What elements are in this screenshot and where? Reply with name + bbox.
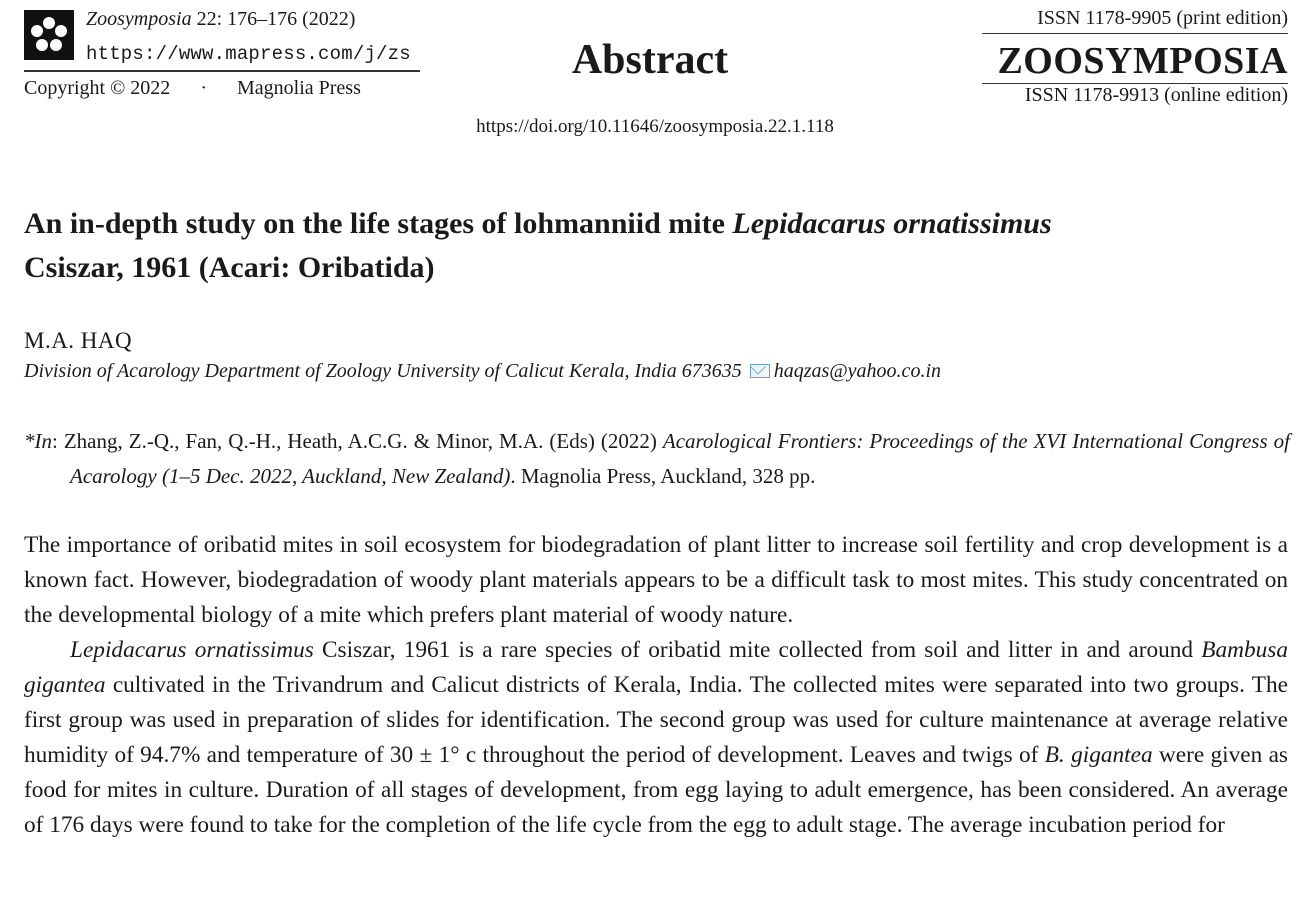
title-text: An in-depth study on the life stages of lohmanniid mite <box>24 207 725 240</box>
citation-block <box>24 424 1290 494</box>
doi-link[interactable]: https://doi.org/10.11646/zoosymposia.22.1.118 <box>476 116 834 137</box>
journal-name: Zoosymposia <box>86 8 192 30</box>
citation-editors: : Zhang, Z.-Q., Fan, Q.-H., Heath, A.C.G. & Minor, M.A. (Eds) (2022) <box>52 429 663 453</box>
paragraph-text: Csiszar, 1961 is a rare species of oribatid mite collected from soil and litter in and around <box>313 637 1202 663</box>
paragraph-text: were given as food for mites in culture. Duration of all stages of development, from egg laying to adult emergence, has been considered. An average of 176 days were found to take for the completion of the life cycle from the egg to adult stage. The average incubation period for <box>24 742 1288 838</box>
issn-online: ISSN 1178-9913 (online edition) <box>1024 84 1288 106</box>
journal-url-link[interactable]: https://www.mapress.com/j/zs <box>86 43 411 65</box>
citation-book-title: Acarological Frontiers: Proceedings of the XVI International Congress of Acarology (1–5 Dec. 2022, Auckland, New Zealand) <box>70 429 1291 488</box>
journal-citation <box>86 8 355 31</box>
paragraph-text: cultivated in the Trivandrum and Calicut districts of Kerala, India. The collected mites were separated into two groups. The first group was used in preparation of slides for identification. The second group was used for culture maintenance at average relative humidity of 94.7% and temperature of 30 ± 1° c throughout the period of development. Leaves and twigs of <box>24 672 1288 768</box>
author-affiliation <box>24 360 941 383</box>
taxon-name: B. gigantea <box>1044 742 1153 768</box>
author-email-link[interactable]: haqzas@yahoo.co.in <box>773 360 941 382</box>
volume-pages: 22: 176–176 (2022) <box>196 8 356 30</box>
flower-logo-icon <box>24 10 74 60</box>
journal-brand: ZOOSYMPOSIA <box>997 40 1288 82</box>
copyright-text: Copyright © 2022 <box>24 77 171 99</box>
article-title <box>24 202 1290 290</box>
title-taxon: Lepidacarus ornatissimus <box>732 207 1052 240</box>
envelope-icon <box>750 364 770 378</box>
affiliation-text: Division of Acarology Department of Zoology University of Calicut Kerala, India 673635 <box>24 360 742 382</box>
copyright-line <box>24 77 361 100</box>
author-name: M.A. HAQ <box>24 328 133 353</box>
title-text-continued: Csiszar, 1961 (Acari: Oribatida) <box>24 251 435 284</box>
abstract-body <box>24 528 1288 843</box>
header-divider <box>24 70 420 72</box>
abstract-paragraph-2 <box>24 633 1288 843</box>
section-heading: Abstract <box>571 37 729 83</box>
citation-publisher: . Magnolia Press, Auckland, 328 pp. <box>510 464 816 488</box>
issn-print: ISSN 1178-9905 (print edition) <box>1037 7 1288 29</box>
publisher-name: Magnolia Press <box>236 77 361 99</box>
brand-top-rule <box>982 33 1288 34</box>
abstract-paragraph-1: The importance of oribatid mites in soil ecosystem for biodegradation of plant litter to increase soil fertility and crop development is a known fact. However, biodegradation of woody plant materials appears to be a difficult task to most mites. This study concentrated on the developmental biology of a mite which prefers plant material of woody nature. <box>24 532 1288 628</box>
taxon-name: Lepidacarus ornatissimus <box>70 637 314 663</box>
taxon-name: Bambusa gigantea <box>24 637 1288 698</box>
separator-dot: · <box>200 77 207 99</box>
citation-label: *In <box>24 429 52 453</box>
